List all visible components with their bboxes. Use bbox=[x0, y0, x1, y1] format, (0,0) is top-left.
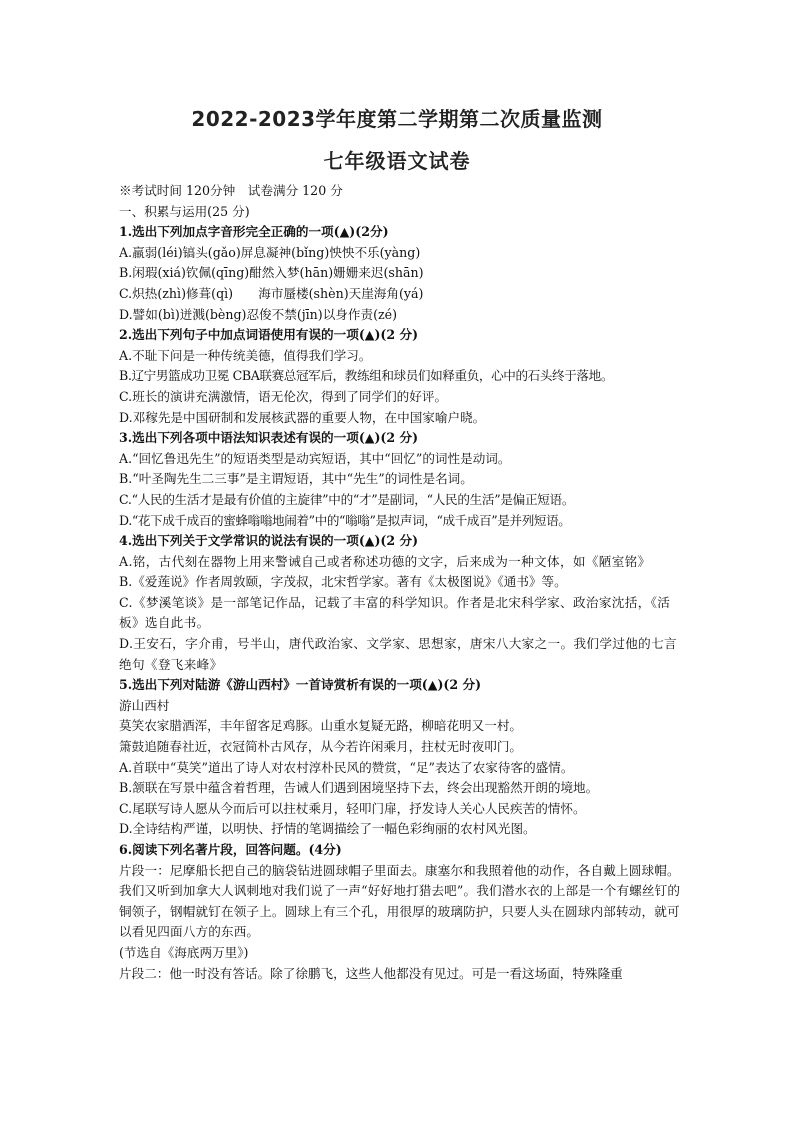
question-5-stem: 5.选出下列对陆游《游山西村》一首诗赏析有误的一项(▲)(2 分) bbox=[119, 677, 482, 693]
q5-option-d: D.全诗结构严谨，以明快、抒情的笔调描绘了一幅色彩绚丽的农村风光图。 bbox=[119, 821, 536, 837]
q2-option-a: A.不耻下问是一种传统美德，值得我们学习。 bbox=[119, 347, 372, 363]
exam-body bbox=[119, 181, 681, 984]
exam-info: ※考试时间 120分钟 试卷满分 120 分 bbox=[119, 183, 343, 198]
poem-line-1: 莫笑农家腊酒浑，丰年留客足鸡豚。山重水复疑无路，柳暗花明又一村。 bbox=[119, 718, 522, 734]
q1-option-a: A.羸弱(léi)镐头(gǎo)屏息凝神(bǐng)怏怏不乐(yàng) bbox=[119, 244, 421, 260]
excerpt-2: 片段二：他一时没有答话。除了徐鹏飞，这些人他都没有见过。可是一看这场面，特殊隆重 bbox=[119, 965, 623, 981]
poem-line-2: 箫鼓追随春社近，衣冠简朴古风存，从今若许闲乘月，拄杖无时夜叩门。 bbox=[119, 739, 522, 755]
q4-option-a: A.铭，古代刻在器物上用来警诫自己或者称述功德的文字，后来成为一种文体，如《陋室铭》 bbox=[119, 553, 651, 569]
q5-option-c: C.尾联写诗人愿从今而后可以拄杖乘月，轻叩门扉，抒发诗人关心人民疾苦的情怀。 bbox=[119, 800, 586, 816]
poem-title: 游山西村 bbox=[119, 697, 170, 713]
question-1-stem: 1.选出下列加点字音形完全正确的一项(▲)(2分) bbox=[119, 224, 389, 240]
exam-title: 2022-2023学年度第二学期第二次质量监测 bbox=[191, 107, 603, 131]
q1-option-c: C.炽热(zhì)修葺(qì) 海市蜃楼(shèn)天崖海角(yá) bbox=[119, 285, 424, 301]
q3-option-b: B.“叶圣陶先生二三事”是主谓短语，其中“先生”的词性是名词。 bbox=[119, 471, 473, 487]
excerpt-1: 片段一：尼摩船长把自己的脑袋钻进圆球帽子里面去。康塞尔和我照着他的动作，各自戴上圆球帽。我们又听到加拿大人讽刺地对我们说了一声“好好地打猎去吧”。我们潜水衣的上部是一个有螺丝钉的铜领子，钢帽就钉在领子上。圆球上有三个孔，用很厚的玻璃防护，只要人头在圆球内部转动，就可以看见四面八方的东西。 bbox=[119, 862, 681, 940]
q1-option-b: B.闲瑕(xiá)钦佩(qīng)酣然入梦(hān)姗姗来迟(shān) bbox=[119, 265, 424, 281]
q2-option-c: C.班长的演讲充满激情，语无伦次，得到了同学们的好评。 bbox=[119, 388, 448, 404]
excerpt-1-source: (节选自《海底两万里》) bbox=[119, 944, 249, 960]
q5-option-b: B.颔联在写景中蕴含着哲理，告诫人们遇到困境坚持下去，终会出现豁然开朗的境地。 bbox=[119, 780, 599, 796]
q4-option-b: B.《爱莲说》作者周敦颐，字茂叔，北宋哲学家。著有《太极图说》《通书》等。 bbox=[119, 574, 567, 590]
question-3-stem: 3.选出下列各项中语法知识表述有误的一项(▲)(2 分) bbox=[119, 430, 419, 446]
q3-option-d: D.“花下成千成百的蜜蜂嗡嗡地闹着”中的“嗡嗡”是拟声词，“成千成百”是并列短语。 bbox=[119, 512, 571, 528]
q5-option-a: A.首联中“莫笑”道出了诗人对农村淳朴民风的赞赏，“足”表达了农家待客的盛情。 bbox=[119, 759, 574, 775]
q2-option-b: B.辽宁男篮成功卫冕 CBA联赛总冠军后，教练组和球员们如释重负，心中的石头终于落地。 bbox=[119, 368, 614, 384]
q4-option-c: C.《梦溪笔谈》是一部笔记作品，记载了丰富的科学知识。作者是北宋科学家、政治家沈括，《活板》选自此书。 bbox=[119, 594, 671, 631]
question-2-stem: 2.选出下列句子中加点词语使用有误的一项(▲)(2 分) bbox=[119, 327, 419, 343]
q1-option-d: D.譬如(bì)迸溅(bèng)忍俊不禁(jīn)以身作责(zé) bbox=[119, 306, 397, 322]
question-6-stem: 6.阅读下列名著片段，回答问题。(4分) bbox=[119, 842, 342, 857]
question-4-stem: 4.选出下列关于文学常识的说法有误的一项(▲)(2 分) bbox=[119, 533, 419, 549]
q2-option-d: D.邓稼先是中国研制和发展核武器的重要人物，在中国家喻户晓。 bbox=[119, 409, 486, 425]
section-heading: 一、积累与运用(25 分) bbox=[119, 203, 250, 219]
q3-option-a: A.“回忆鲁迅先生”的短语类型是动宾短语，其中“回忆”的词性是动词。 bbox=[119, 450, 511, 466]
q3-option-c: C.“人民的生活才是最有价值的主旋律”中的“才”是副词，“人民的生活”是偏正短语。 bbox=[119, 491, 575, 507]
q4-option-d: D.王安石，字介甫，号半山，唐代政治家、文学家、思想家，唐宋八大家之一。我们学过他的七言绝句《登飞来峰》 bbox=[119, 636, 677, 672]
exam-subtitle: 七年级语文试卷 bbox=[323, 149, 471, 173]
